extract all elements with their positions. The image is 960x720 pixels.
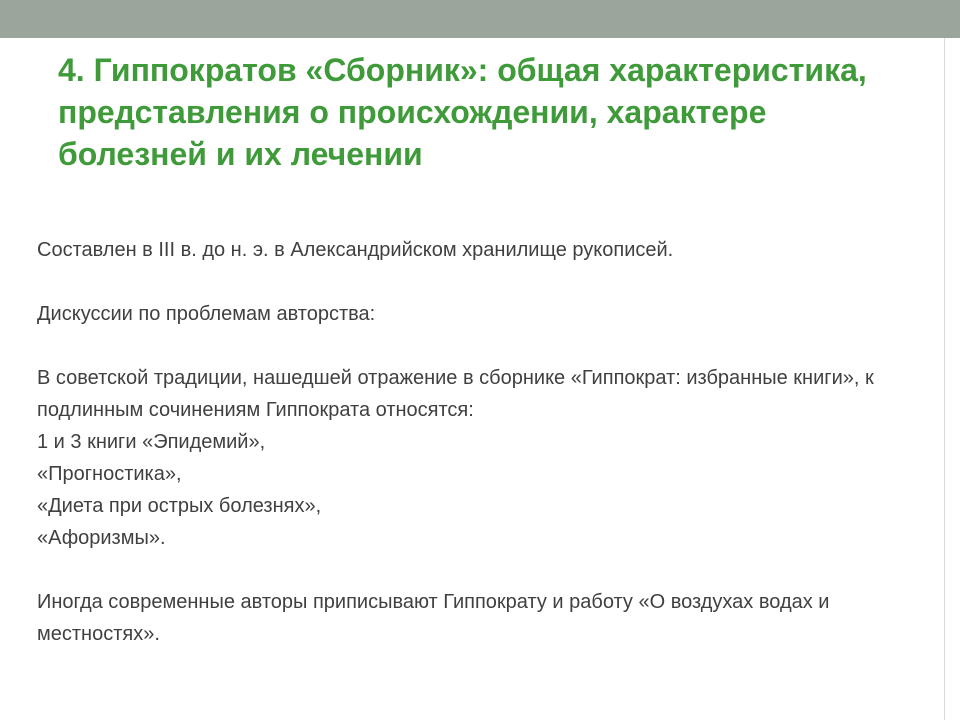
slide-header-bar bbox=[0, 0, 960, 38]
paragraph-soviet-tradition: В советской традиции, нашедшей отражение в сборнике «Гиппократ: избранные книги», к подлинным сочинениям Гиппократа относятся: bbox=[37, 367, 874, 421]
list-item-diet: «Диета при острых болезнях», bbox=[37, 495, 322, 517]
paragraph-authorship: Дискуссии по проблемам авторства: bbox=[37, 303, 376, 325]
slide-body bbox=[37, 234, 887, 650]
paragraph-modern-authors: Иногда современные авторы приписывают Гиппократу и работу «О воздухах водах и местностях». bbox=[37, 591, 830, 645]
spacer bbox=[37, 554, 887, 586]
spacer bbox=[37, 266, 887, 298]
list-item-epidemics: 1 и 3 книги «Эпидемий», bbox=[37, 431, 266, 453]
paragraph-compiled: Составлен в III в. до н. э. в Александрийском хранилище рукописей. bbox=[37, 239, 674, 261]
list-item-aphorisms: «Афоризмы». bbox=[37, 527, 166, 549]
right-border-line bbox=[944, 38, 945, 720]
spacer bbox=[37, 330, 887, 362]
list-item-prognostics: «Прогностика», bbox=[37, 463, 182, 485]
slide-title: 4. Гиппократов «Сборник»: общая характеристика, представления о происхождении, характере болезней и их лечении bbox=[58, 52, 867, 172]
